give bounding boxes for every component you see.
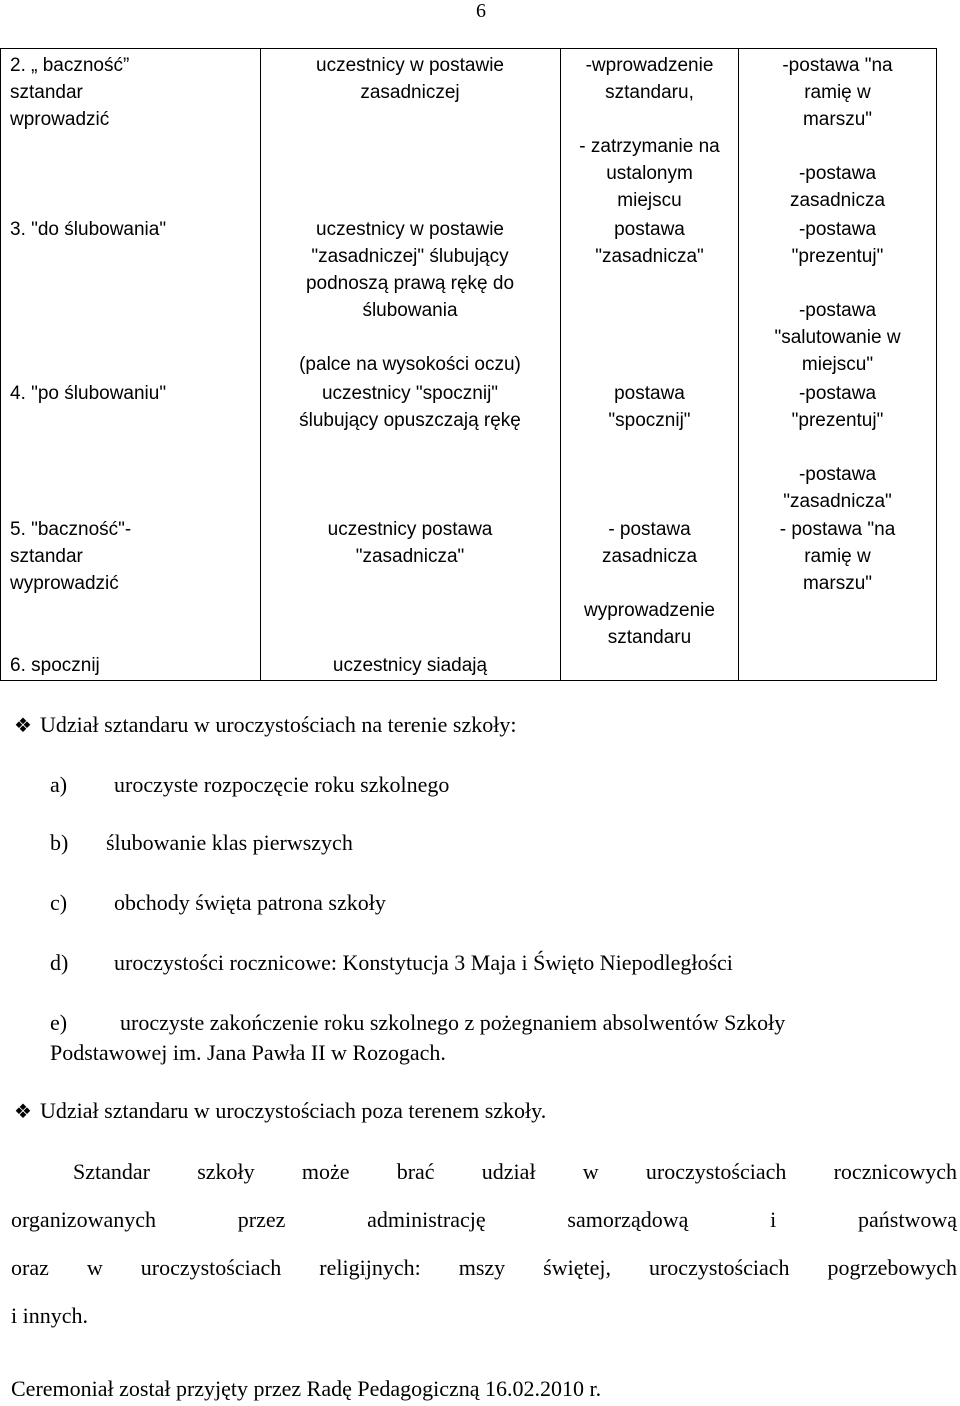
table-cell-event: 6. spocznij [10,655,100,676]
list-item: b) ślubowanie klas pierwszych [50,830,353,855]
page-number: 6 [476,0,486,22]
section-heading-on-site: ❖ Udział sztandaru w uroczystościach na terenie szkoły: [14,712,517,737]
table-cell-participants: uczestnicy postawa "zasadnicza" [327,519,493,567]
table-cell-flag-group: - postawa zasadnicza wyprowadzenie sztandaru [584,519,715,648]
list-item: e) uroczyste zakończenie roku szkolnego z pożegnaniem absolwentów Szkoły [50,1010,786,1035]
diamond-bullet-icon: ❖ [14,1101,32,1123]
table-cell-flag-group: postawa "spocznij" [608,383,691,431]
diamond-bullet-icon: ❖ [14,715,32,737]
section-heading-off-site: ❖ Udział sztandaru w uroczystościach poza terenem szkoły. [14,1098,547,1123]
table-cell-flag-bearer: -postawa "prezentuj" -postawa "salutowanie w miejscu" [774,219,901,375]
list-item: d) uroczystości rocznicowe: Konstytucja 3 Maja i Święto Niepodległości [50,950,733,975]
table-cell-flag-bearer: -postawa "na ramię w marszu" -postawa zasadnicza [782,55,893,211]
table-divider [260,48,261,681]
table-cell-flag-group: -wprowadzenie sztandaru, - zatrzymanie na ustalonym miejscu [579,55,720,211]
footer-note: Ceremoniał został przyjęty przez Radę Pedagogiczną 16.02.2010 r. [11,1376,602,1401]
table-divider [560,48,561,681]
table-cell-participants: uczestnicy siadają [332,655,488,676]
table-cell-flag-group: postawa "zasadnicza" [595,219,704,267]
table-cell-event: 3. "do ślubowania" [10,219,167,240]
table-cell-participants: uczestnicy w postawie zasadniczej [316,55,504,103]
table-cell-event: 5. "baczność"- sztandar wyprowadzić [10,519,132,594]
list-item: a) uroczyste rozpoczęcie roku szkolnego [50,772,450,797]
list-item: c) obchody święta patrona szkoły [50,890,386,915]
table-cell-participants: uczestnicy "spocznij" ślubujący opuszczają rękę [299,383,521,431]
table-divider [738,48,739,681]
table-border-left [0,48,1,681]
table-cell-event: 2. „ baczność” sztandar wprowadzić [10,55,130,130]
table-border-bottom [0,680,937,681]
table-border-right [936,48,937,681]
table-cell-flag-bearer: - postawa "na ramię w marszu" [779,519,896,594]
paragraph: Sztandar szkoły może brać udział w uroczystościach rocznicowych organizowanych przez administrację samorządową i państwową oraz w uroczystościach religijnych: mszy świętej, uroczystościach pogrzebowych i innych. [11,1159,957,1328]
table-border-top [0,48,937,49]
list-item-continuation: Podstawowej im. Jana Pawła II w Rozogach. [50,1040,446,1065]
table-cell-participants: uczestnicy w postawie "zasadniczej" ślubujący podnoszą prawą rękę do ślubowania (palce na wysokości oczu) [299,219,521,375]
table-cell-event: 4. "po ślubowaniu" [10,383,167,404]
table-cell-flag-bearer: -postawa "prezentuj" -postawa "zasadnicza" [783,383,892,512]
